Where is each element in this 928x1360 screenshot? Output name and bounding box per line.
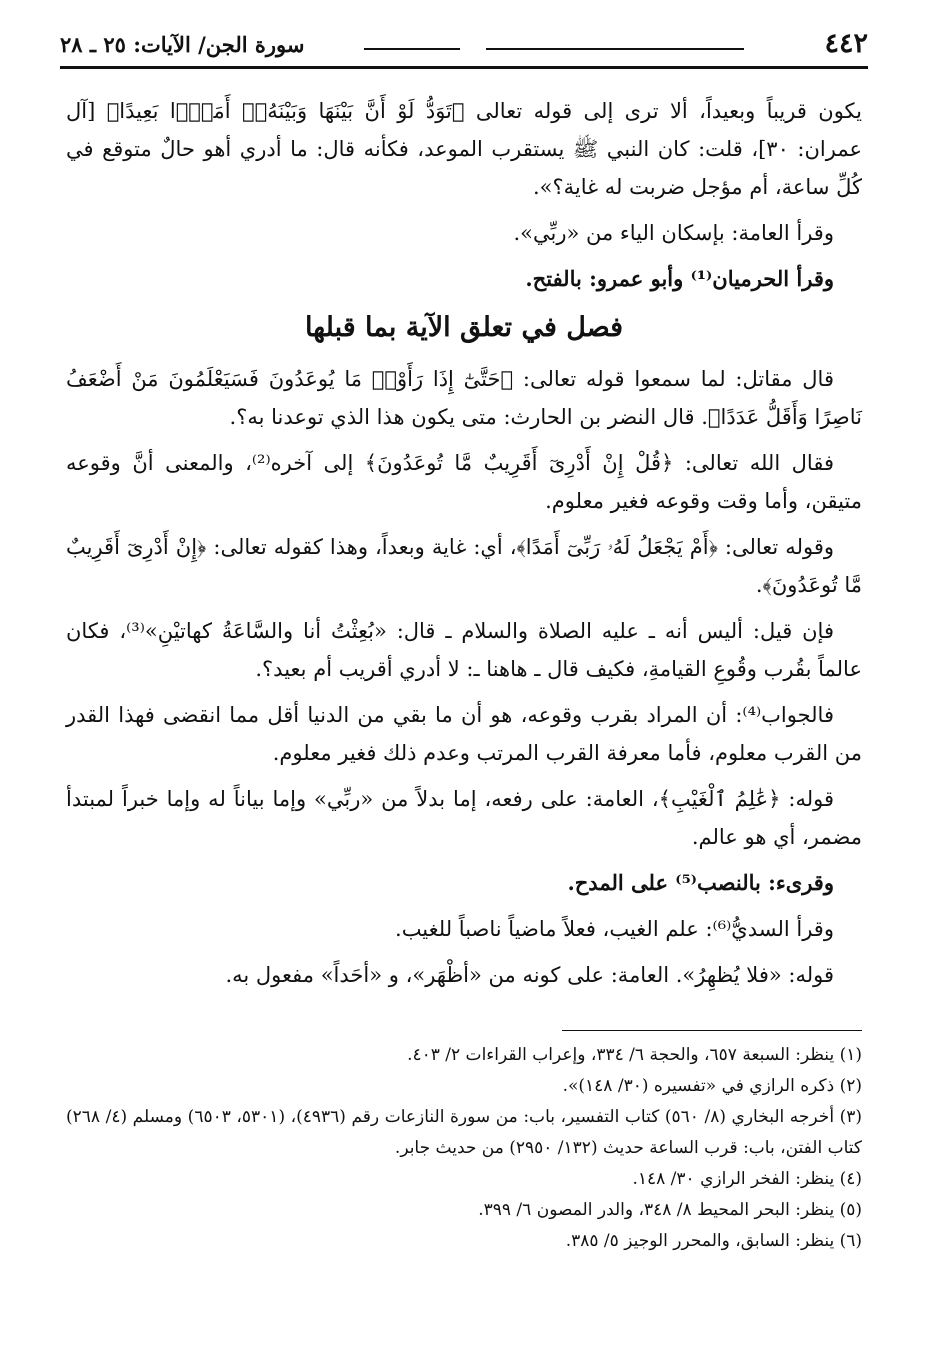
- footnote: (٥) ينظر: البحر المحيط ٨/ ٣٤٨، والدر المصون ٦/ ٣٩٩.: [478, 1200, 862, 1220]
- header-divider: [60, 66, 868, 69]
- footnote: (٤) ينظر: الفخر الرازي ٣٠/ ١٤٨.: [632, 1169, 862, 1189]
- paragraph: يكون قريباً وبعيداً، ألا ترى إلى قوله تعالى ﴿تَوَدُّ لَوْ أَنَّ بَيْنَهَا وَبَيْنَهُۥٓ أَمَدًۢا بَعِيدًا﴾ [آل عمران: ٣٠]، قلت: كان النبي ﷺ يستقرب الموعد، فكأنه قال: ما أدري أهو حالٌ متوقع في كُلِّ ساعة، أم مؤجل ضربت له غاية؟».: [66, 99, 862, 199]
- paragraph: قال مقاتل: لما سمعوا قوله تعالى: ﴿حَتَّىٰٓ إِذَا رَأَوْا۟ مَا يُوعَدُونَ فَسَيَعْلَمُونَ مَنْ أَضْعَفُ نَاصِرًا وَأَقَلُّ عَدَدًا﴾. قال النضر بن الحارث: متى يكون هذا الذي توعدنا به؟.: [66, 367, 862, 429]
- paragraph: وقرأ العامة: بإسكان الياء من «ربِّي».: [513, 221, 834, 245]
- section-heading: فصل في تعلق الآية بما قبلها: [304, 312, 624, 343]
- page-number: ٤٤٢: [824, 28, 868, 59]
- paragraph: فالجواب⁽⁴⁾: أن المراد بقرب وقوعه، هو أن ما بقي من الدنيا أقل مما انقضى فهذا القدر من القرب معلوم، فأما معرفة القرب المرتب وعدم ذلك فغير معلوم.: [66, 703, 862, 765]
- paragraph: وقوله تعالى: ﴿أَمْ يَجْعَلُ لَهُۥ رَبِّىٓ أَمَدًا﴾، أي: غاية وبعداً، وهذا كقوله تعالى: ﴿إِنْ أَدْرِىٓ أَقَرِيبٌ مَّا تُوعَدُونَ﴾.: [66, 535, 862, 597]
- running-title: سورة الجن/ الآيات: ٢٥ ـ ٢٨: [60, 32, 305, 57]
- footnotes: [66, 1040, 862, 1257]
- paragraph: وقرأ السديُّ⁽⁶⁾: علم الغيب، فعلاً ماضياً ناصباً للغيب.: [395, 917, 834, 941]
- footnote: (٢) ذكره الرازي في «تفسيره (٣٠/ ١٤٨)».: [562, 1076, 862, 1096]
- page-header: [60, 28, 868, 68]
- header-rule: [364, 48, 460, 50]
- paragraph: وقرىء: بالنصب⁽⁵⁾ على المدح.: [567, 870, 834, 895]
- paragraph: فإن قيل: أليس أنه ـ عليه الصلاة والسلام ـ قال: «بُعِثْتُ أنا والسَّاعَةُ كهاتيْنِ»⁽³⁾، فكان عالماً بقُرب وقُوعِ القيامةِ، فكيف قال ـ هاهنا ـ: لا أدري أقريب أم بعيد؟.: [66, 619, 862, 681]
- header-rule: [486, 48, 744, 50]
- paragraph: فقال الله تعالى: ﴿قُلْ إِنْ أَدْرِىٓ أَقَرِيبٌ مَّا تُوعَدُونَ﴾ إلى آخره⁽²⁾، والمعنى أنَّ وقوعه متيقن، وأما وقت وقوعه فغير معلوم.: [66, 451, 862, 513]
- paragraph: قوله: «فلا يُظهِرُ». العامة: على كونه من «أظْهَر»، و «أحَداً» مفعول به.: [225, 963, 834, 987]
- main-text: [66, 92, 862, 1002]
- paragraph: وقرأ الحرميان⁽¹⁾ وأبو عمرو: بالفتح.: [525, 266, 834, 291]
- footnote-divider: [562, 1030, 862, 1031]
- footnote: (١) ينظر: السبعة ٦٥٧، والحجة ٦/ ٣٣٤، وإعراب القراءات ٢/ ٤٠٣.: [407, 1045, 862, 1065]
- footnote: (٣) أخرجه البخاري (٨/ ٥٦٠) كتاب التفسير، باب: من سورة النازعات رقم (٤٩٣٦)، (٥٣٠١، ٦٥٠٣) ومسلم (٤/ ٢٦٨) كتاب الفتن، باب: قرب الساعة حديث (١٣٢/ ٢٩٥٠) من حديث جابر.: [66, 1107, 863, 1158]
- footnote: (٦) ينظر: السابق، والمحرر الوجيز ٥/ ٣٨٥.: [565, 1231, 862, 1251]
- paragraph: قوله: ﴿عَٰلِمُ ٱلْغَيْبِ﴾، العامة: على رفعه، إما بدلاً من «ربِّي» وإما بياناً له وإما خبراً لمبتدأ مضمر، أي هو عالم.: [66, 787, 862, 849]
